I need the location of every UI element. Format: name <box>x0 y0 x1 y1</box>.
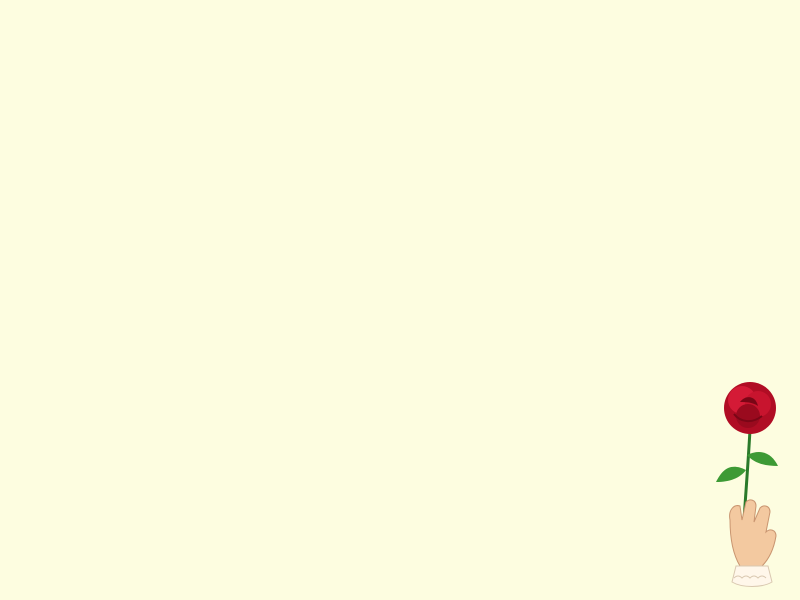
left-decorative-border <box>0 42 44 402</box>
hand-holding-rose-icon <box>700 370 800 595</box>
top-decorative-border <box>0 0 442 42</box>
slide-content <box>58 52 738 56</box>
